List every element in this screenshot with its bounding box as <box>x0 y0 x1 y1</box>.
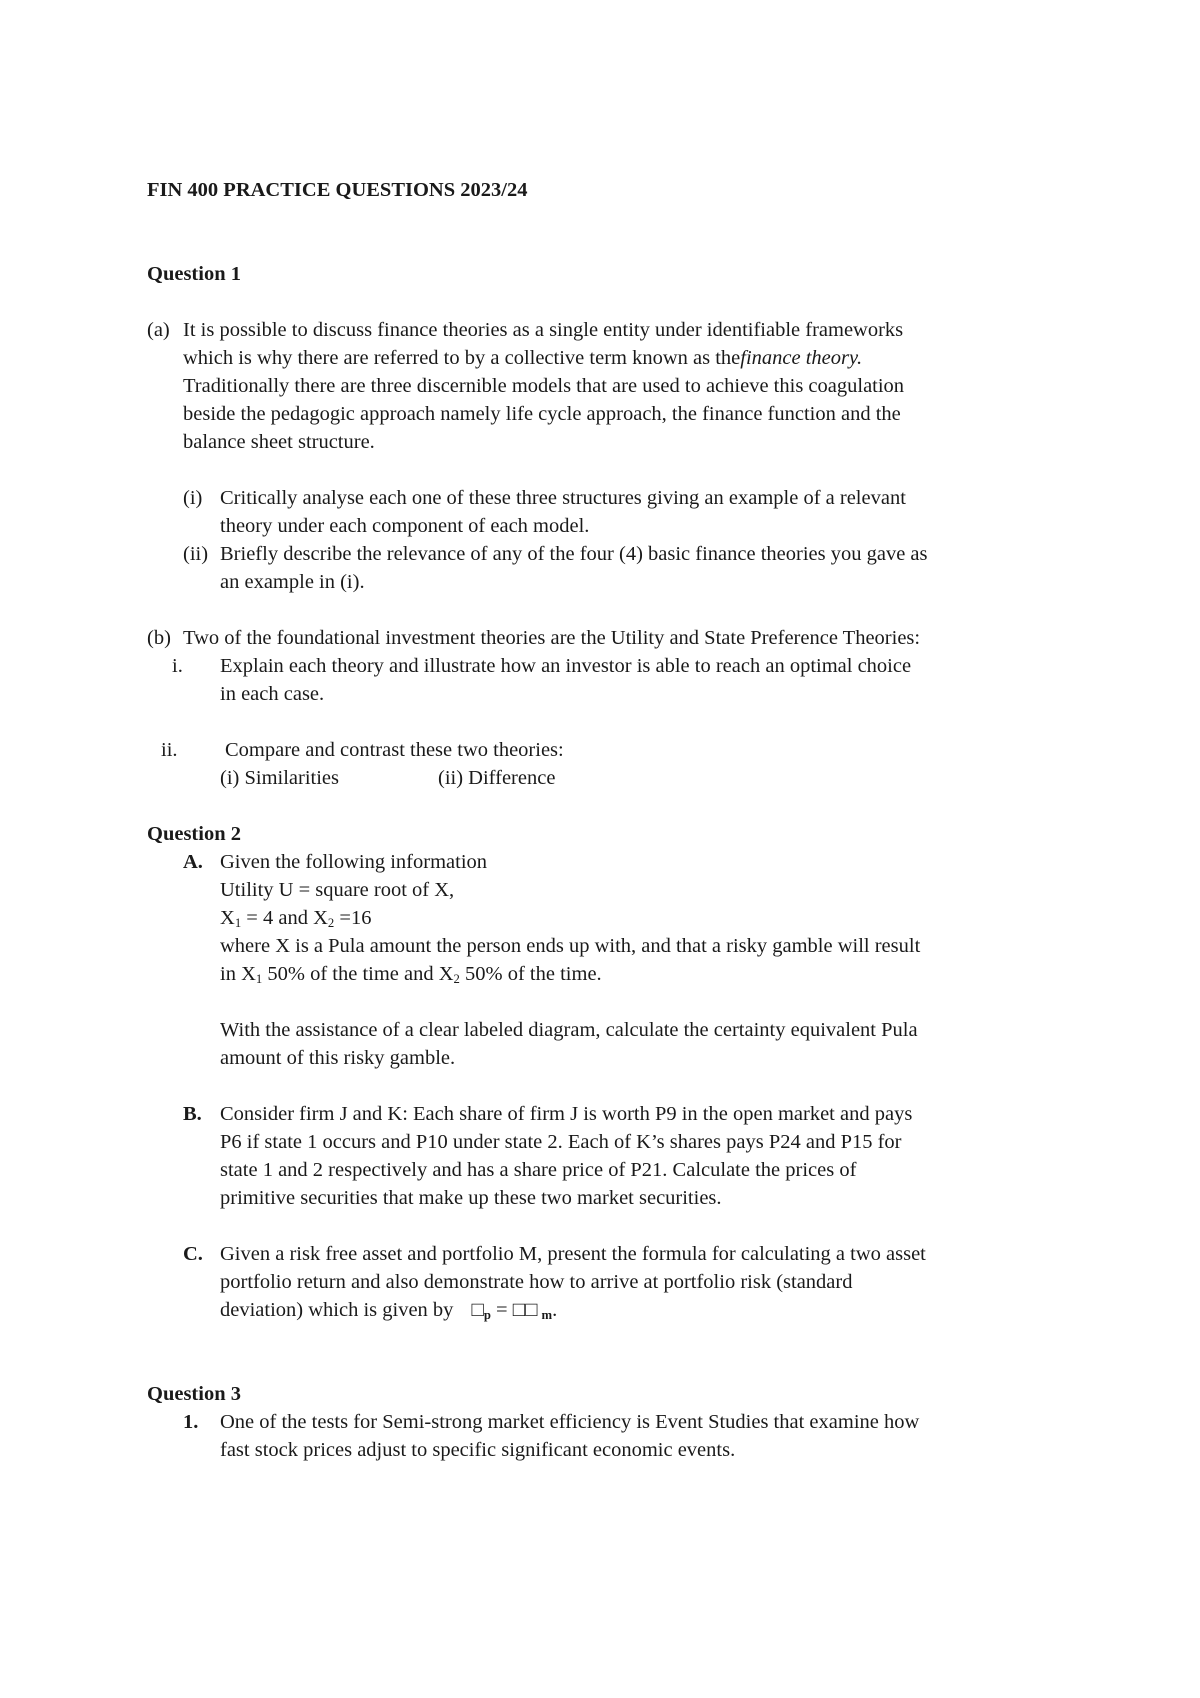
q2c-line-3 <box>220 1296 557 1324</box>
q1a-line-1: It is possible to discuss finance theories as a single entity under identifiable frameworks <box>183 319 904 341</box>
equation-part-1: = 4 and <box>241 907 314 929</box>
q2c-line-1: Given a risk free asset and portfolio M, present the formula for calculating a two asset <box>220 1243 926 1265</box>
q2c-line-3-text: deviation) which is given by <box>220 1299 454 1321</box>
question-2-heading: Question 2 <box>147 823 241 845</box>
q2a-line-2: Utility U = square root of X, <box>220 879 455 901</box>
q2a-label: A. <box>183 851 203 873</box>
q1b-ii-label: ii. <box>161 739 178 761</box>
q1a-line-5: balance sheet structure. <box>183 431 375 453</box>
q1a-ii-line-1: Briefly describe the relevance of any of the four (4) basic finance theories you gave as <box>220 543 928 565</box>
q2c-line-2: portfolio return and also demonstrate how to arrive at portfolio risk (standard <box>220 1271 853 1293</box>
finance-theory-term: finance theory. <box>740 347 863 369</box>
q1b-i-label: i. <box>172 655 183 677</box>
q2b-line-3: state 1 and 2 respectively and has a share price of P21. Calculate the prices of <box>220 1159 857 1181</box>
q1b-ii-option-2: (ii) Difference <box>438 767 556 789</box>
q2a-line-3 <box>220 904 371 932</box>
q1a-line-2-text: which is why there are referred to by a collective term known as the <box>183 347 741 369</box>
x-variable: X <box>438 963 454 985</box>
q1a-label: (a) <box>147 319 170 341</box>
formula-glyphs: □□ <box>512 1299 538 1321</box>
q2b-line-4: primitive securities that make up these two market securities. <box>220 1187 722 1209</box>
q1b-text: Two of the foundational investment theories are the Utility and State Preference Theories: <box>183 627 921 649</box>
q1b-i-line-1: Explain each theory and illustrate how an investor is able to reach an optimal choice <box>220 655 912 677</box>
q2b-line-2: P6 if state 1 occurs and P10 under state 2. Each of K’s shares pays P24 and P15 for <box>220 1131 902 1153</box>
q1a-ii-label: (ii) <box>183 543 209 565</box>
x-variable: X <box>241 963 256 985</box>
q1a-i-line-1: Critically analyse each one of these three structures giving an example of a relevant <box>220 487 906 509</box>
subscript-p: p <box>483 1308 491 1323</box>
q1a-i-label: (i) <box>183 487 203 509</box>
q1b-ii-text: Compare and contrast these two theories: <box>225 739 564 761</box>
formula-equals: = <box>490 1299 513 1321</box>
x-variable: X <box>220 907 235 929</box>
q2a-para2-line-1: With the assistance of a clear labeled diagram, calculate the certainty equivalent Pula <box>220 1019 918 1041</box>
subscript-2: 2 <box>453 972 460 987</box>
sigma-p-glyph: □ <box>471 1299 484 1321</box>
equation-part-2: =16 <box>334 907 372 929</box>
q3-item-1-line-2: fast stock prices adjust to specific significant economic events. <box>220 1439 736 1461</box>
line-5-part-b: 50% of the time and <box>262 963 439 985</box>
q2a-line-5 <box>220 960 602 988</box>
q1b-label: (b) <box>147 627 171 649</box>
q1a-ii-line-2: an example in (i). <box>220 571 365 593</box>
q2a-line-1: Given the following information <box>220 851 488 873</box>
q2b-label: B. <box>183 1103 202 1125</box>
question-3-heading: Question 3 <box>147 1383 241 1405</box>
subscript-2: 2 <box>327 916 335 931</box>
subscript-1: 1 <box>234 916 242 931</box>
formula-end: . <box>552 1299 558 1321</box>
q2b-line-1: Consider firm J and K: Each share of firm J is worth P9 in the open market and pays <box>220 1103 913 1125</box>
q1a-i-line-2: theory under each component of each model. <box>220 515 590 537</box>
q2c-label: C. <box>183 1243 203 1265</box>
q2a-para2-line-2: amount of this risky gamble. <box>220 1047 456 1069</box>
x-variable: X <box>313 907 328 929</box>
q1b-i-line-2: in each case. <box>220 683 325 705</box>
subscript-m: m <box>541 1308 553 1323</box>
document-title: FIN 400 PRACTICE QUESTIONS 2023/24 <box>147 179 528 201</box>
q1a-line-4: beside the pedagogic approach namely life cycle approach, the finance function and the <box>183 403 901 425</box>
line-5-part-a: in <box>220 963 242 985</box>
q1a-line-3: Traditionally there are three discernible models that are used to achieve this coagulation <box>183 375 905 397</box>
q3-item-1-label: 1. <box>183 1411 199 1433</box>
q3-item-1-line-1: One of the tests for Semi-strong market efficiency is Event Studies that examine how <box>220 1411 920 1433</box>
q2a-line-4: where X is a Pula amount the person ends up with, and that a risky gamble will result <box>220 935 921 957</box>
q1a-line-2 <box>183 344 862 372</box>
q1b-ii-option-1: (i) Similarities <box>220 767 339 789</box>
line-5-part-c: 50% of the time. <box>459 963 602 985</box>
subscript-1: 1 <box>255 972 263 987</box>
question-1-heading: Question 1 <box>147 263 241 285</box>
